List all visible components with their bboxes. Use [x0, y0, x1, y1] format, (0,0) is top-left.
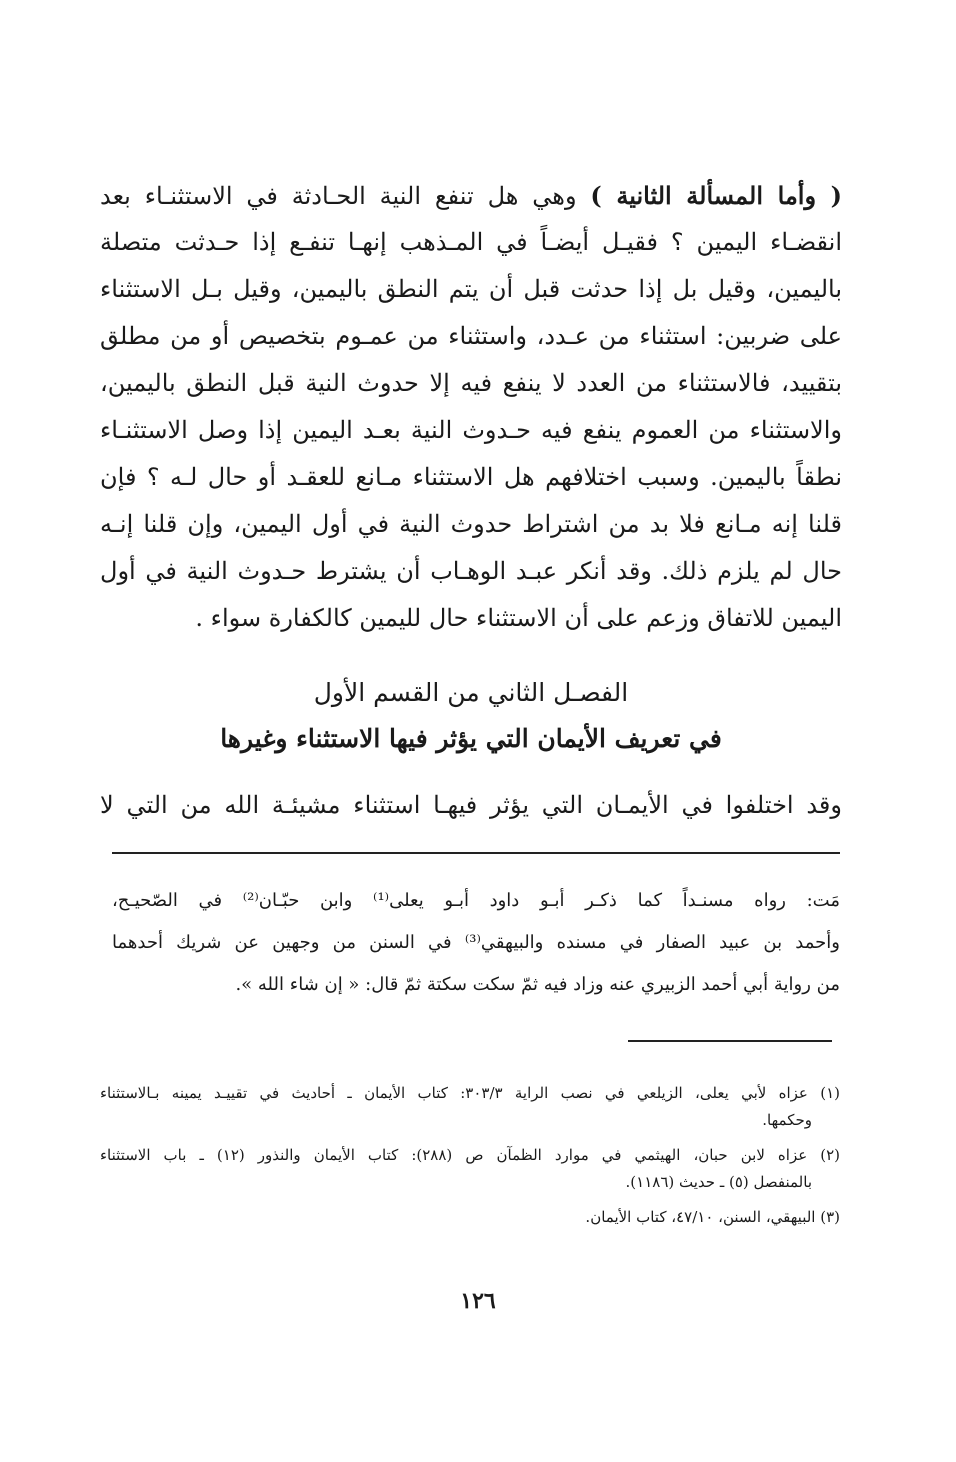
footnote-line: (١) عزاه لأبي يعلى، الزيلعي في نصب الراية ٣٠٣/٣: كتاب الأيمان ـ أحاديث في تقييـد يمينه بـالاستثناء — [100, 1084, 840, 1102]
footnote-line: (٣) البيهقي، السنن، ٤٧/١٠، كتاب الأيمان. — [585, 1208, 840, 1226]
section-subtitle: في تعريف الأيمان التي يؤثر فيها الاستثناء وغيرها — [220, 724, 722, 753]
separator-rule — [112, 852, 840, 854]
footnote-line: بالمنفصل (٥) ـ حديث (١١٨٦). — [625, 1173, 812, 1191]
paragraph-line: على ضربين: استثناء من عـدد، واستثناء من عمـوم بتخصيص أو من مطلق — [100, 322, 842, 350]
main-paragraph — [100, 172, 842, 642]
footnote-1 — [100, 1080, 840, 1134]
footnotes — [100, 1080, 840, 1239]
section-heading — [100, 670, 842, 762]
paragraph-line: قلنا إنه مـانع فلا بد من اشتراط حدوث النية في أول اليمين، وإن قلنا إنـه — [100, 510, 842, 538]
paragraph-line: حال لم يلزم ذلك. وقد أنكر عبـد الوهـاب أن يشترط حـدوث النية في أول — [100, 557, 842, 585]
hadith-note — [112, 880, 840, 1006]
paragraph-line: بتقييد، فالاستثناء من العدد لا ينفع فيه إلا حدوث النية قبل النطق باليمين، — [100, 369, 842, 397]
paragraph-line: ( وأما المسألة الثانية ) وهي هل تنفع النية الحـادثة في الاستثنـاء بعد — [100, 181, 842, 210]
footnote-2 — [100, 1142, 840, 1196]
paragraph-line: باليمين، وقيل بل إذا حدثت قبل أن يتم النطق باليمين، وقيل بـل الاستثناء — [100, 275, 842, 303]
section-intro — [100, 782, 842, 829]
paragraph-line: اليمين للاتفاق وزعم على أن الاستثناء حال لليمين كالكفارة سواء . — [195, 604, 842, 632]
paragraph-line: نطقاً باليمين. وسبب اختلافهم هل الاستثناء مـانع للعقـد أو حال لـه ؟ فإن — [100, 463, 842, 491]
footnote-3 — [100, 1204, 840, 1231]
section-title: الفصـل الثاني من القسم الأول — [313, 678, 629, 707]
paragraph-line: والاستثناء من العموم ينفع فيه حـدوث النية بعـد اليمين إذا وصل الاستثنـاء — [100, 416, 842, 444]
footnote-line: (٢) عزاه لابن حبان، الهيثمي في موارد الظمآن ص (٢٨٨): كتاب الأيمان والنذور (١٢) ـ باب الاستثناء — [100, 1146, 840, 1164]
page-number: ١٢٦ — [460, 1288, 496, 1314]
paragraph-line: انقضـاء اليمين ؟ فقيـل أيضـاً في المـذهب إنهـا تنفـع إذا حـدثت متصلة — [100, 228, 842, 256]
footnote-separator — [628, 1040, 832, 1042]
note-line: وأحمد بن عبيد الصفار في مسنده والبيهقي⁽³⁾ في السنن من وجهين عن شريك أحدهما — [112, 932, 840, 953]
intro-line: وقد اختلفوا في الأيمـان التي يؤثر فيهـا استثناء مشيئـة الله من التي لا — [100, 791, 842, 819]
note-line: مَت: رواه مسنـداً كما ذكـر أبـو داود أبـو يعلى⁽¹⁾ وابن حبّـان⁽²⁾ في الصّحيـح، — [112, 890, 840, 911]
question-heading: ( وأما المسألة الثانية ) — [590, 181, 842, 210]
footnote-line: وحكمها. — [762, 1111, 812, 1129]
note-line: من رواية أبي أحمد الزبيري عنه وزاد فيه ثمّ سكت سكتة ثمّ قال: « إن شاء الله ». — [235, 974, 840, 995]
